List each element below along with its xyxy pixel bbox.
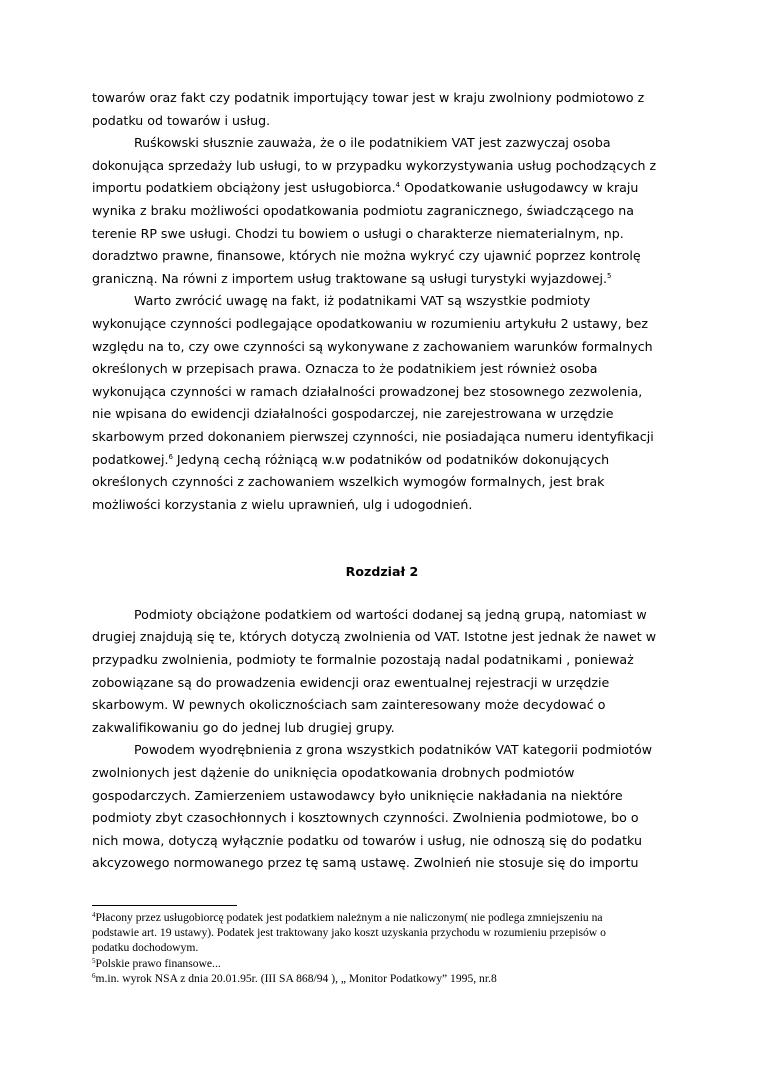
footnote-number: 5 xyxy=(92,956,96,965)
text-span: graniczną. Na równi z importem usług traktowane są usługi turystyki wyjazdowej. xyxy=(92,270,607,286)
text-line: gospodarczych. Zamierzeniem ustawodawcy było uniknięcie nakładania na niektóre xyxy=(92,787,623,803)
paragraph-line: Podmioty obciążone podatkiem od wartości dodanej są jedną grupą, natomiast w xyxy=(134,606,647,622)
text-line: akcyzowego normowanego przez tę samą ustawę. Zwolnień nie stosuje się do importu xyxy=(92,855,639,871)
text-line: nich mowa, dotyczą wyłącznie podatku od towarów i usług, nie odnoszą się do podatku xyxy=(92,832,642,848)
text-line: przypadku zwolnienia, podmioty te formalnie pozostają nadal podatnikami , ponieważ xyxy=(92,652,634,668)
footnote-ref[interactable]: 5 xyxy=(607,271,612,280)
text-line: zakwalifikowaniu go do jednej lub drugiej grupy. xyxy=(92,719,395,735)
text-line: możliwości korzystania z wielu uprawnień, ulg i udogodnień. xyxy=(92,496,473,512)
text-span: podatkowej. xyxy=(92,451,169,467)
footnote-text: Płacony przez usługobiorcę podatek jest podatkiem należnym a nie naliczonym( nie podlega zmniejszeniu na xyxy=(95,911,603,924)
footnote-continuation: podatku dochodowym. xyxy=(92,941,199,955)
footnote-ref[interactable]: 4 xyxy=(395,181,401,190)
footnote xyxy=(92,956,672,971)
footnotes xyxy=(92,910,672,986)
paragraph-line: Powodem wyodrębnienia z grona wszystkich podatników VAT kategorii podmiotów xyxy=(134,742,652,758)
text-line: wykonujące czynności podlegające opodatkowaniu w rozumieniu artykułu 2 ustawy, bez xyxy=(92,315,648,331)
text-line: dokonująca sprzedaży lub usługi, to w przypadku wykorzystywania usług pochodzących z xyxy=(92,157,657,173)
footnote xyxy=(92,910,672,925)
text-span: Jedyną cechą różniącą w.w podatników od podatników dokonujących xyxy=(172,451,610,467)
text-line xyxy=(92,268,672,291)
text-span: Opodatkowanie usługodawcy w kraju xyxy=(400,180,639,196)
text-line: towarów oraz fakt czy podatnik importujący towar jest w kraju zwolniony podmiotowo z xyxy=(92,90,645,105)
text-line: wynika z braku możliwości opodatkowania podmiotu zagranicznego, świadczącego na xyxy=(92,202,634,218)
text-line: skarbowym przed dokonaniem pierwszej czynności, nie posiadająca numeru identyfikacji xyxy=(92,428,654,444)
text-line: podatku od towarów i usług. xyxy=(92,112,271,128)
footnote-ref[interactable]: 6 xyxy=(168,452,173,461)
text-line: określonych czynności z zachowaniem wszelkich wymogów formalnych, jest brak xyxy=(92,474,605,490)
paragraph-line: Ruśkowski słusznie zauważa, że o ile podatnikiem VAT jest zazwyczaj osoba xyxy=(134,135,611,151)
footnote-separator xyxy=(92,905,237,906)
text-line: doradztwo prawne, finansowe, których nie można wykryć czy ujawnić poprzez kontrolę xyxy=(92,248,641,264)
footnote-number: 6 xyxy=(92,971,96,980)
paragraph-line: Warto zwrócić uwagę na fakt, iż podatnikami VAT są wszystkie podmioty xyxy=(134,293,591,309)
text-line: terenie RP swe usługi. Chodzi tu bowiem o usługi o charakterze niematerialnym, np. xyxy=(92,225,624,241)
footnote-text: Polskie prawo finansowe... xyxy=(95,956,221,970)
text-line: drugiej znajdują się te, których dotyczą zwolnienia od VAT. Istotne jest jednak że nawet w xyxy=(92,629,657,645)
body-text xyxy=(92,87,672,875)
text-line xyxy=(92,449,672,472)
text-line: zwolnionych jest dążenie do uniknięcia opodatkowania drobnych podmiotów xyxy=(92,765,575,781)
text-line: skarbowym. W pewnych okolicznościach sam zainteresowany może decydować o xyxy=(92,697,606,713)
footnote xyxy=(92,971,672,986)
chapter-heading: Rozdział 2 xyxy=(345,564,419,580)
text-line: względu na to, czy owe czynności są wykonywane z zachowaniem warunków formalnych xyxy=(92,338,653,354)
text-line: wykonująca czynności w ramach działalności prowadzonej bez stosownego zezwolenia, xyxy=(92,383,643,399)
text-line xyxy=(92,177,672,200)
footnote-text: m.in. wyrok NSA z dnia 20.01.95r. (III SA 868/94 ), „ Monitor Podatkowy” 1995, nr.8 xyxy=(95,971,497,985)
footnote-continuation: podstawie art. 19 ustawy). Podatek jest traktowany jako koszt uzyskania przychodu w rozumieniu przepisów o xyxy=(92,926,606,940)
text-line: podmioty zbyt czasochłonnych i kosztownych czynności. Zwolnienia podmiotowe, bo o xyxy=(92,810,639,826)
text-line: nie wpisana do ewidencji działalności gospodarczej, nie zarejestrowana w urzędzie xyxy=(92,406,614,422)
text-line: zobowiązane są do prowadzenia ewidencji oraz ewentualnej rejestracji w urzędzie xyxy=(92,674,610,690)
footnote-number: 4 xyxy=(92,911,96,919)
text-line: określonych w przepisach prawa. Oznacza to że podatnikiem jest również osoba xyxy=(92,361,598,377)
text-span: importu podatkiem obciążony jest usługobiorca. xyxy=(92,180,396,196)
